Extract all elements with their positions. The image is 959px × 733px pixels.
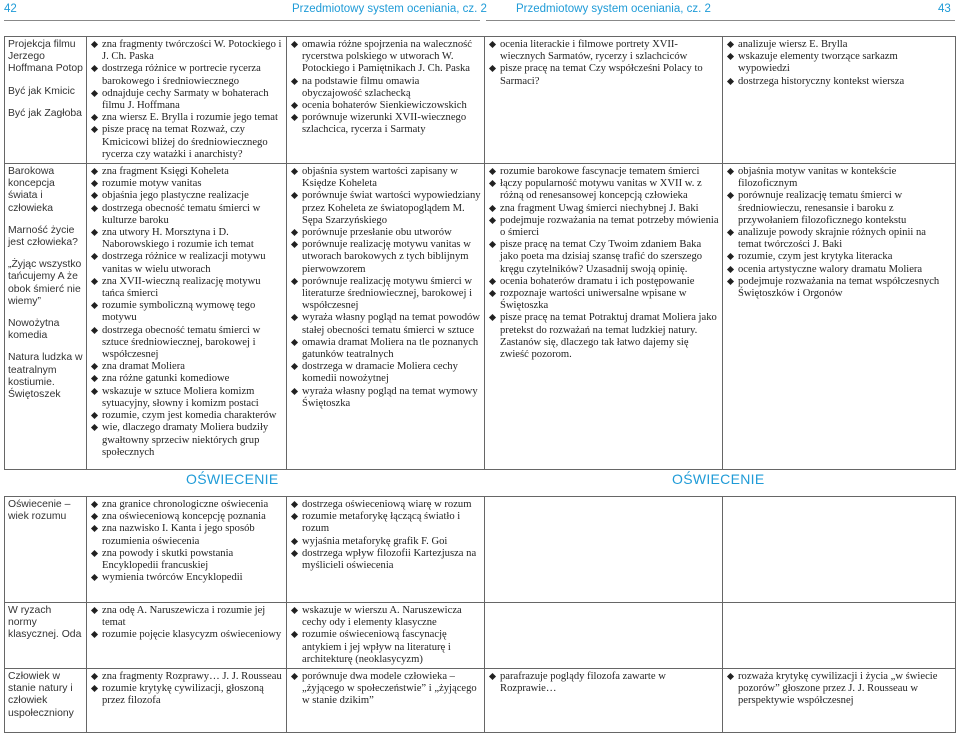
table-row [5,603,956,669]
list-item: porównuje świat wartości wypowiedziany przez Koheleta ze światopoglądem M. Sępa Szarzyńskiego [290,190,481,227]
list-item: zna wiersz E. Brylla i rozumie jego temat [90,112,283,124]
list-item: podejmuje rozważania na temat potrzeby mówienia o śmierci [488,215,719,239]
requirements-cell [485,603,723,669]
list-item: porównuje realizację tematu śmierci w średniowieczu, renesansie i baroku z przywołaniem filozoficznego kontekstu [726,190,952,227]
list-item: porównuje wizerunki XVII-wiecznego szlachcica, rycerza i Sarmaty [290,112,481,136]
requirements-list [488,39,719,88]
list-item: rozumie, czym jest krytyka literacka [726,251,952,263]
lesson-topic: Marność życie jest człowieka? [8,224,78,249]
list-item: dostrzega różnice w portrecie rycerza barokowego i średniowiecznego [90,63,283,87]
list-item: objaśnia system wartości zapisany w Księdze Koheleta [290,166,481,190]
requirements-list [90,605,283,642]
list-item: wyraża własny pogląd na temat wymowy Świętoszka [290,386,481,410]
list-item: omawia dramat Moliera na tle poznanych gatunków teatralnych [290,337,481,361]
requirements-cell [87,497,287,603]
list-item: odnajduje cechy Sarmaty w bohaterach filmu J. Hoffmana [90,88,283,112]
requirements-list [726,166,952,300]
list-item: rozumie, czym jest komedia charakterów [90,410,283,422]
list-item: ocenia artystyczne walory dramatu Moliera [726,264,952,276]
list-item: zna granice chronologiczne oświecenia [90,499,283,511]
list-item: zna dramat Moliera [90,361,283,373]
lesson-topic-cell [5,497,87,603]
lesson-topic-cell [5,164,87,470]
requirements-cell [287,37,485,164]
lesson-topic: Oświecenie – wiek rozumu [8,499,71,523]
list-item: wskazuje w wierszu A. Naruszewicza cechy ody i elementy klasyczne [290,605,481,629]
page-number-right: 43 [938,3,951,15]
list-item: porównuje realizację motywu śmierci w literaturze średniowiecznej, barokowej i współczesnej [290,276,481,313]
requirements-cell [87,603,287,669]
page-number-left: 42 [4,3,17,15]
list-item: dostrzega różnice w realizacji motywu vanitas w wielu utworach [90,251,283,275]
requirements-cell [87,669,287,733]
requirements-list [90,671,283,708]
requirements-list [488,671,719,695]
list-item: wskazuje w sztuce Moliera komizm sytuacyjny, słowny i komizm postaci [90,386,283,410]
list-item: zna odę A. Naruszewicza i rozumie jej temat [90,605,283,629]
list-item: podejmuje rozważania na temat współczesnych Świętoszków i Orgonów [726,276,952,300]
list-item: ocenia literackie i filmowe portrety XVII-wiecznych Sarmatów, rycerzy i szlachciców [488,39,719,63]
list-item: dostrzega oświeceniową wiarę w rozum [290,499,481,511]
list-item: wie, dlaczego dramaty Moliera budziły gwałtowny sprzeciw niektórych grup społecznych [90,422,283,459]
list-item: rozumie metaforykę łączącą światło i rozum [290,511,481,535]
requirements-list [90,166,283,459]
requirements-cell [287,669,485,733]
list-item: pisze pracę na temat Potraktuj dramat Moliera jako pretekst do rozważań na temat ludzkiej natury. Zastanów się, dlaczego tak łatwo dajemy się zwieść pozorom. [488,312,719,361]
lesson-topic-cell [5,669,87,733]
list-item: wyjaśnia metaforykę grafik F. Goi [290,536,481,548]
list-item: rozważa krytykę cywilizacji i życia „w świecie pozorów” głoszone przez J. J. Rousseau w perspektywie współczesnej [726,671,952,708]
requirements-cell [87,164,287,470]
requirements-cell [723,603,956,669]
list-item: na podstawie filmu omawia obyczajowość szlachecką [290,76,481,100]
table-row [5,497,956,603]
list-item: pisze pracę na temat Czy współcześni Polacy to Sarmaci? [488,63,719,87]
lesson-topic-cell [5,603,87,669]
list-item: wyraża własny pogląd na temat powodów stałej obecności tematu śmierci w sztuce [290,312,481,336]
list-item: objaśnia motyw vanitas w kontekście filozoficznym [726,166,952,190]
list-item: zna fragment Uwag śmierci niechybnej J. Baki [488,203,719,215]
requirements-list [290,39,481,137]
list-item: rozpoznaje wartości uniwersalne wpisane w Świętoszka [488,288,719,312]
list-item: rozumie krytykę cywilizacji, głoszoną przez filozofa [90,683,283,707]
list-item: porównuje realizację motywu vanitas w utworach barokowych z tych biblijnym pierwowzorem [290,239,481,276]
requirements-list [90,39,283,161]
list-item: dostrzega w dramacie Moliera cechy komedii nowożytnej [290,361,481,385]
section-title-left: OŚWIECENIE [186,471,279,487]
lesson-topic: Barokowa koncepcja świata i człowieka [8,166,55,214]
lesson-topic: Projekcja filmu Jerzego Hoffmana Potop [8,39,83,75]
list-item: zna fragment Księgi Koheleta [90,166,283,178]
list-item: pisze pracę na temat Rozważ, czy Kmicicowi bliżej do średniowiecznego rycerza czy watażki i anarchisty? [90,124,283,161]
requirements-table-baroque [4,36,956,470]
list-item: dostrzega obecność tematu śmierci w kulturze baroku [90,203,283,227]
list-item: wymienia twórców Encyklopedii [90,572,283,584]
list-item: zna fragmenty twórczości W. Potockiego i J. Ch. Paska [90,39,283,63]
list-item: porównuje dwa modele człowieka – „żyjącego w społeczeństwie” i „żyjącego w stanie dzikim” [290,671,481,708]
requirements-list [290,671,481,708]
list-item: zna oświeceniową koncepcję poznania [90,511,283,523]
list-item: zna fragmenty Rozprawy… J. J. Rousseau [90,671,283,683]
list-item: zna utwory H. Morsztyna i D. Naborowskiego i rozumie ich temat [90,227,283,251]
requirements-cell [287,497,485,603]
running-title-right: Przedmiotowy system oceniania, cz. 2 [516,3,711,15]
list-item: zna powody i skutki powstania Encyklopedii francuskiej [90,548,283,572]
list-item: porównuje przesłanie obu utworów [290,227,481,239]
running-title-left: Przedmiotowy system oceniania, cz. 2 [292,3,487,15]
requirements-list [290,605,481,666]
list-item: zna nazwisko I. Kanta i jego sposób rozumienia oświecenia [90,523,283,547]
requirements-cell [723,37,956,164]
list-item: objaśnia jego plastyczne realizacje [90,190,283,202]
list-item: dostrzega wpływ filozofii Kartezjusza na myślicieli oświecenia [290,548,481,572]
requirements-cell [287,164,485,470]
lesson-topic: „Żyjąc wszystko tańcujemy A że obok śmierć nie wiemy” [8,259,82,307]
list-item: łączy popularność motywu vanitas w XVII w. z różną od renesansowej koncepcją człowieka [488,178,719,202]
requirements-cell [485,164,723,470]
list-item: dostrzega historyczny kontekst wiersza [726,76,952,88]
list-item: zna różne gatunki komediowe [90,373,283,385]
requirements-list [90,499,283,584]
requirements-cell [485,37,723,164]
lesson-topic: Człowiek w stanie natury i człowiek uspołeczniony [8,671,74,719]
requirements-cell [723,669,956,733]
requirements-list [726,39,952,88]
requirements-list [488,166,719,361]
list-item: ocenia bohaterów Sienkiewiczowskich [290,100,481,112]
requirements-cell [485,497,723,603]
requirements-cell [723,497,956,603]
requirements-cell [723,164,956,470]
list-item: analizuje wiersz E. Brylla [726,39,952,51]
list-item: wskazuje elementy tworzące sarkazm wypowiedzi [726,51,952,75]
requirements-cell [87,37,287,164]
header-rule-right [486,20,955,21]
list-item: omawia różne spojrzenia na waleczność rycerstwa polskiego w utworach W. Potockiego i Pamiętnikach J. Ch. Paska [290,39,481,76]
header-rule-left [4,20,480,21]
requirements-list [290,166,481,410]
list-item: rozumie barokowe fascynacje tematem śmierci [488,166,719,178]
list-item: rozumie symboliczną wymowę tego motywu [90,300,283,324]
list-item: rozumie oświeceniową fascynację antykiem i jej wpływ na literaturę i architekturę (neoklasycyzm) [290,629,481,666]
list-item: analizuje powody skrajnie różnych opinii na temat twórczości J. Baki [726,227,952,251]
table-row [5,669,956,733]
list-item: parafrazuje poglądy filozofa zawarte w Rozprawie… [488,671,719,695]
list-item: rozumie motyw vanitas [90,178,283,190]
list-item: dostrzega obecność tematu śmierci w sztuce średniowiecznej, barokowej i współczesnej [90,325,283,362]
lesson-topic: Być jak Zagłoba [8,107,82,119]
table-row [5,37,956,164]
list-item: rozumie pojęcie klasycyzm oświeceniowy [90,629,283,641]
requirements-table-enlightenment [4,496,956,733]
requirements-cell [287,603,485,669]
lesson-topic: Natura ludzka w teatralnym kostiumie. Świętoszek [8,352,83,401]
table-row [5,164,956,470]
lesson-topic: W ryzach normy klasycznej. Oda [8,605,82,641]
list-item: ocenia bohaterów dramatu i ich postępowanie [488,276,719,288]
list-item: zna XVII-wieczną realizację motywu tańca śmierci [90,276,283,300]
lesson-topic: Być jak Kmicic [8,85,75,97]
lesson-topic-cell [5,37,87,164]
section-title-right: OŚWIECENIE [672,471,765,487]
list-item: pisze pracę na temat Czy Twoim zdaniem Baka jako poeta ma dzisiaj szansę trafić do szerszego kręgu czytelników? Uzasadnij swoją opinię. [488,239,719,276]
lesson-topic: Nowożytna komedia [8,318,60,342]
requirements-list [726,671,952,708]
requirements-cell [485,669,723,733]
requirements-list [290,499,481,572]
